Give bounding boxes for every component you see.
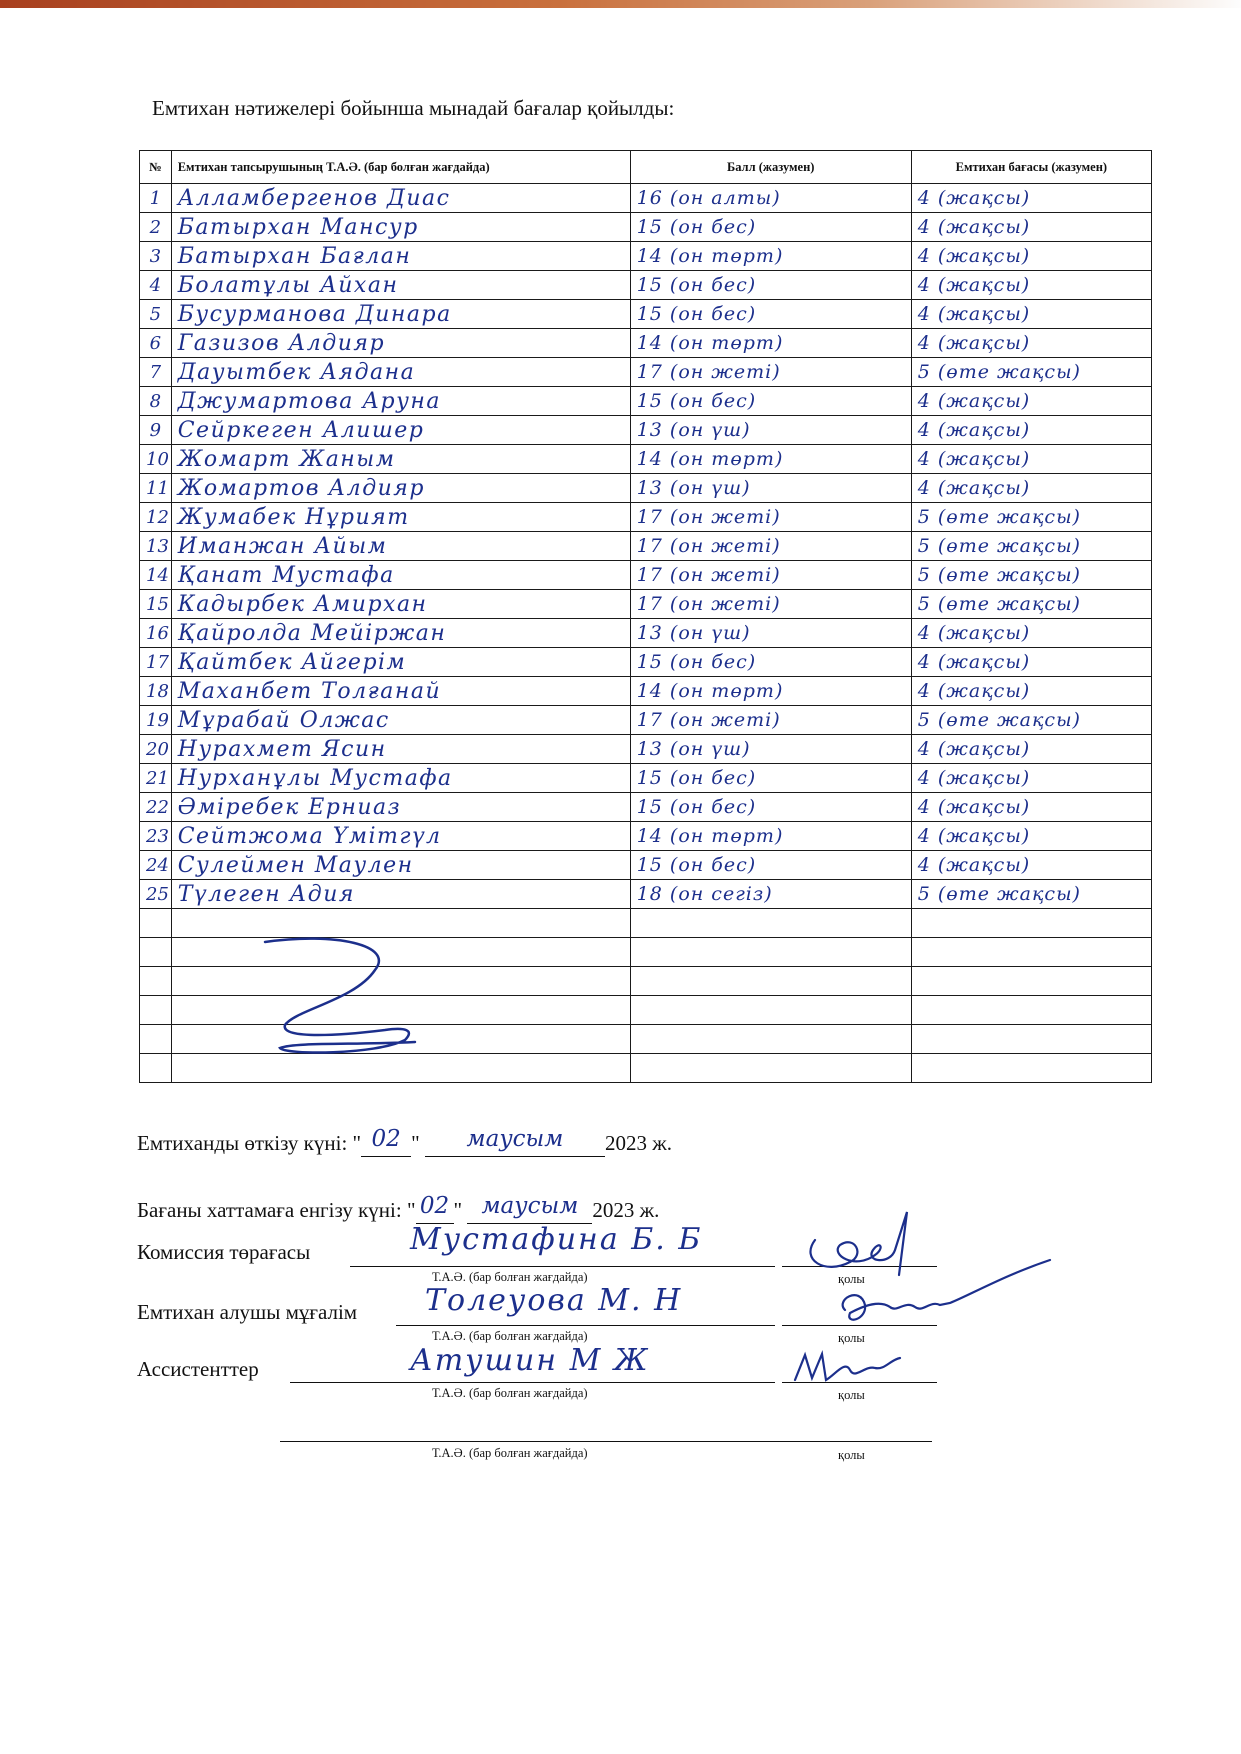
row-grade: 5 (өте жақсы) (911, 561, 1151, 590)
row-grade: 5 (өте жақсы) (911, 706, 1151, 735)
row-name: Жумабек Нұрият (171, 503, 630, 532)
exam-date-line (137, 1126, 672, 1157)
table-row (140, 793, 1152, 822)
table-row (140, 387, 1152, 416)
row-score: 13 (он үш) (630, 416, 911, 445)
empty-cell (911, 996, 1151, 1025)
table-row (140, 735, 1152, 764)
table-row (140, 474, 1152, 503)
row-grade: 5 (өте жақсы) (911, 590, 1151, 619)
row-name: Түлеген Адия (171, 880, 630, 909)
teacher-sign-caption: қолы (838, 1331, 865, 1345)
row-score: 15 (он бес) (630, 271, 911, 300)
row-name: Нурханұлы Мустафа (171, 764, 630, 793)
header-grade: Емтихан бағасы (жазумен) (911, 151, 1151, 184)
empty-cell (140, 1025, 172, 1054)
table-row (140, 677, 1152, 706)
protocol-date-quote-open: " (406, 1198, 416, 1222)
row-score: 14 (он төрт) (630, 445, 911, 474)
extra-name-line (280, 1440, 775, 1442)
table-row (140, 184, 1152, 213)
row-grade: 4 (жақсы) (911, 793, 1151, 822)
table-row (140, 648, 1152, 677)
empty-cell (911, 938, 1151, 967)
row-score: 15 (он бес) (630, 764, 911, 793)
protocol-date-quote-close: " (453, 1198, 463, 1222)
row-num: 10 (140, 445, 172, 474)
row-grade: 4 (жақсы) (911, 184, 1151, 213)
protocol-date-label: Бағаны хаттамаға енгізу күні: (137, 1198, 402, 1222)
row-score: 17 (он жеті) (630, 561, 911, 590)
exam-date-day: 02 (371, 1126, 401, 1152)
exam-date-month: маусым (466, 1126, 564, 1152)
teacher-label: Емтихан алушы мұғалім (137, 1300, 358, 1324)
extra-sign-line (767, 1440, 932, 1442)
row-score: 16 (он алты) (630, 184, 911, 213)
row-score: 14 (он төрт) (630, 822, 911, 851)
row-num: 12 (140, 503, 172, 532)
row-name: Батырхан Мансур (171, 213, 630, 242)
table-row (140, 271, 1152, 300)
row-num: 14 (140, 561, 172, 590)
chair-name: Мустафина Б. Б (410, 1222, 703, 1257)
row-num: 16 (140, 619, 172, 648)
row-num: 25 (140, 880, 172, 909)
protocol-date-month-field (467, 1193, 592, 1224)
table-row (140, 213, 1152, 242)
table-row (140, 822, 1152, 851)
header-score: Балл (жазумен) (630, 151, 911, 184)
row-num: 11 (140, 474, 172, 503)
table-row (140, 358, 1152, 387)
row-num: 20 (140, 735, 172, 764)
row-grade: 4 (жақсы) (911, 735, 1151, 764)
empty-cell (630, 967, 911, 996)
assistants-name-line (290, 1381, 775, 1383)
empty-cell (911, 909, 1151, 938)
row-name: Кадырбек Амирхан (171, 590, 630, 619)
exam-date-quote-close: " (411, 1131, 420, 1155)
row-num: 15 (140, 590, 172, 619)
table-row (140, 503, 1152, 532)
table-row (140, 532, 1152, 561)
extra-fio-caption: Т.А.Ә. (бар болған жағдайда) (432, 1446, 588, 1460)
row-grade: 4 (жақсы) (911, 474, 1151, 503)
row-grade: 4 (жақсы) (911, 242, 1151, 271)
row-name: Алламбергенов Диас (171, 184, 630, 213)
empty-cell (140, 938, 172, 967)
assistants-name: Атушин М Ж (410, 1343, 650, 1378)
row-score: 15 (он бес) (630, 387, 911, 416)
empty-cell (911, 1025, 1151, 1054)
chair-name-line (350, 1265, 775, 1267)
header-num: № (140, 151, 172, 184)
table-header-row (140, 151, 1152, 184)
row-num: 19 (140, 706, 172, 735)
row-grade: 4 (жақсы) (911, 300, 1151, 329)
exam-date-day-field (361, 1126, 411, 1157)
row-name: Сулеймен Маулен (171, 851, 630, 880)
table-row (140, 300, 1152, 329)
row-grade: 4 (жақсы) (911, 213, 1151, 242)
table-row (140, 851, 1152, 880)
empty-cell (140, 967, 172, 996)
row-name: Джумартова Аруна (171, 387, 630, 416)
empty-cell (630, 938, 911, 967)
row-name: Әміребек Ерниаз (171, 793, 630, 822)
row-score: 15 (он бес) (630, 793, 911, 822)
teacher-signature-icon (805, 1255, 1065, 1345)
table-row (140, 416, 1152, 445)
row-num: 22 (140, 793, 172, 822)
protocol-date-month: маусым (481, 1193, 579, 1219)
row-num: 5 (140, 300, 172, 329)
row-score: 15 (он бес) (630, 648, 911, 677)
row-grade: 4 (жақсы) (911, 677, 1151, 706)
row-num: 23 (140, 822, 172, 851)
row-grade: 4 (жақсы) (911, 619, 1151, 648)
assistants-sign-caption: қолы (838, 1388, 865, 1402)
exam-date-label: Емтиханды өткізу күні: (137, 1131, 348, 1155)
row-num: 17 (140, 648, 172, 677)
empty-cell (140, 909, 172, 938)
row-score: 17 (он жеті) (630, 532, 911, 561)
protocol-date-year: 2023 ж. (592, 1198, 660, 1222)
row-name: Қайтбек Айгерім (171, 648, 630, 677)
row-grade: 4 (жақсы) (911, 851, 1151, 880)
row-num: 4 (140, 271, 172, 300)
row-name: Газизов Алдияр (171, 329, 630, 358)
row-grade: 4 (жақсы) (911, 329, 1151, 358)
row-name: Батырхан Бағлан (171, 242, 630, 271)
cancel-stroke-icon (255, 930, 435, 1070)
exam-date-quote-open: " (352, 1131, 362, 1155)
row-name: Дауытбек Аядана (171, 358, 630, 387)
row-grade: 4 (жақсы) (911, 445, 1151, 474)
row-name: Иманжан Айым (171, 532, 630, 561)
row-name: Бусурманова Динара (171, 300, 630, 329)
row-num: 13 (140, 532, 172, 561)
chair-fio-caption: Т.А.Ә. (бар болған жағдайда) (432, 1270, 588, 1284)
row-grade: 4 (жақсы) (911, 822, 1151, 851)
empty-cell (911, 1054, 1151, 1083)
chair-label: Комиссия төрағасы (137, 1240, 311, 1264)
table-row (140, 329, 1152, 358)
protocol-date-line (137, 1193, 660, 1224)
row-grade: 4 (жақсы) (911, 648, 1151, 677)
row-name: Қайролда Мейіржан (171, 619, 630, 648)
row-name: Болатұлы Айхан (171, 271, 630, 300)
row-score: 13 (он үш) (630, 474, 911, 503)
teacher-fio-caption: Т.А.Ә. (бар болған жағдайда) (432, 1329, 588, 1343)
row-grade: 5 (өте жақсы) (911, 358, 1151, 387)
table-row (140, 242, 1152, 271)
empty-cell (140, 1054, 172, 1083)
row-grade: 4 (жақсы) (911, 271, 1151, 300)
row-score: 14 (он төрт) (630, 242, 911, 271)
table-row (140, 880, 1152, 909)
row-score: 17 (он жеті) (630, 503, 911, 532)
row-score: 17 (он жеті) (630, 590, 911, 619)
row-num: 21 (140, 764, 172, 793)
empty-cell (630, 1025, 911, 1054)
assistants-signature-icon (790, 1340, 920, 1400)
row-name: Жомартов Алдияр (171, 474, 630, 503)
empty-cell (630, 909, 911, 938)
row-num: 1 (140, 184, 172, 213)
row-name: Жомарт Жаным (171, 445, 630, 474)
exam-date-month-field (425, 1126, 605, 1157)
row-name: Нурахмет Ясин (171, 735, 630, 764)
extra-sign-caption: қолы (838, 1448, 865, 1462)
teacher-name-line (396, 1324, 775, 1326)
row-grade: 5 (өте жақсы) (911, 880, 1151, 909)
row-score: 15 (он бес) (630, 300, 911, 329)
row-grade: 5 (өте жақсы) (911, 503, 1151, 532)
row-score: 15 (он бес) (630, 213, 911, 242)
empty-cell (140, 996, 172, 1025)
row-num: 6 (140, 329, 172, 358)
row-num: 9 (140, 416, 172, 445)
assistants-label: Ассистенттер (137, 1357, 259, 1381)
row-score: 13 (он үш) (630, 735, 911, 764)
row-score: 15 (он бес) (630, 851, 911, 880)
row-num: 7 (140, 358, 172, 387)
row-name: Маханбет Толғанай (171, 677, 630, 706)
empty-cell (630, 996, 911, 1025)
intro-text: Емтихан нәтижелері бойынша мынадай бағалар қойылды: (152, 96, 675, 120)
table-row (140, 619, 1152, 648)
teacher-name: Толеуова М. Н (425, 1283, 683, 1318)
table-row (140, 561, 1152, 590)
header-name: Емтихан тапсырушының Т.А.Ә. (бар болған жағдайда) (171, 151, 630, 184)
assistants-fio-caption: Т.А.Ә. (бар болған жағдайда) (432, 1386, 588, 1400)
protocol-date-day-field (416, 1193, 454, 1224)
row-grade: 5 (өте жақсы) (911, 532, 1151, 561)
row-num: 24 (140, 851, 172, 880)
row-num: 3 (140, 242, 172, 271)
row-name: Мұрабай Олжас (171, 706, 630, 735)
row-score: 14 (он төрт) (630, 329, 911, 358)
chair-sign-caption: қолы (838, 1272, 865, 1286)
row-num: 18 (140, 677, 172, 706)
row-num: 8 (140, 387, 172, 416)
row-grade: 4 (жақсы) (911, 387, 1151, 416)
row-score: 17 (он жеті) (630, 706, 911, 735)
table-row (140, 445, 1152, 474)
row-name: Қанат Мустафа (171, 561, 630, 590)
table-row (140, 590, 1152, 619)
table-row (140, 706, 1152, 735)
row-score: 17 (он жеті) (630, 358, 911, 387)
table-row (140, 764, 1152, 793)
row-grade: 4 (жақсы) (911, 764, 1151, 793)
row-score: 18 (он сегіз) (630, 880, 911, 909)
empty-cell (911, 967, 1151, 996)
page-top-edge (0, 0, 1241, 8)
row-grade: 4 (жақсы) (911, 416, 1151, 445)
row-num: 2 (140, 213, 172, 242)
row-score: 13 (он үш) (630, 619, 911, 648)
row-score: 14 (он төрт) (630, 677, 911, 706)
row-name: Сейркеген Алишер (171, 416, 630, 445)
row-name: Сейтжома Үмітгүл (171, 822, 630, 851)
protocol-date-day: 02 (419, 1193, 450, 1219)
exam-date-year: 2023 ж. (604, 1131, 672, 1155)
empty-cell (630, 1054, 911, 1083)
